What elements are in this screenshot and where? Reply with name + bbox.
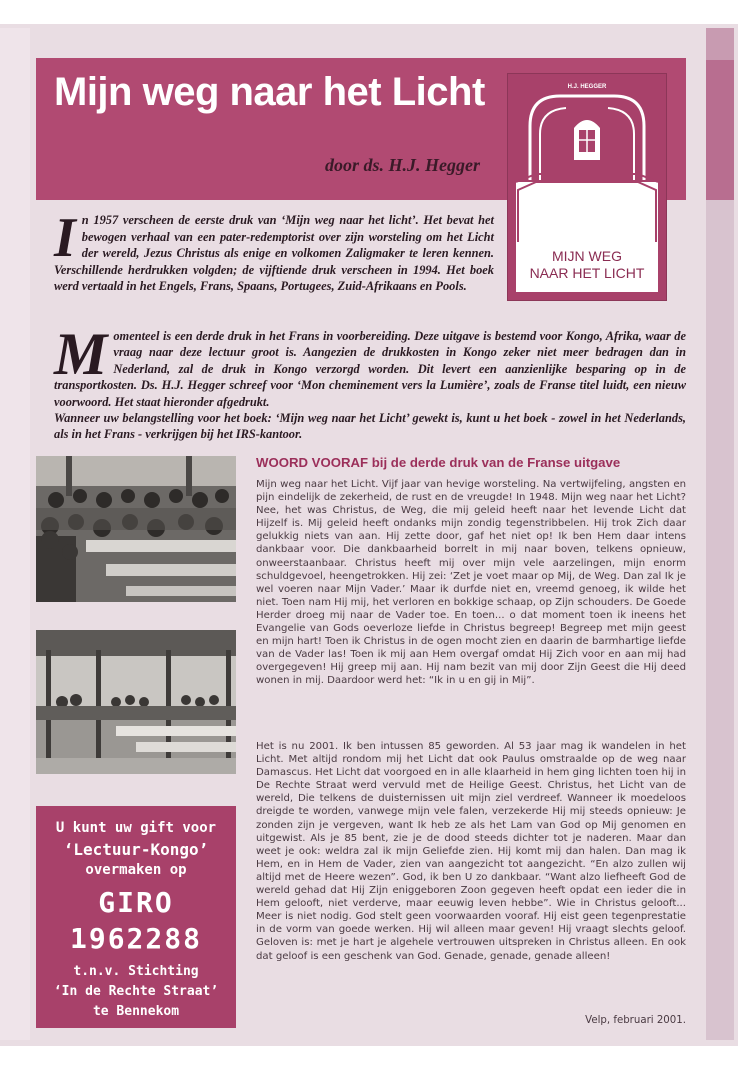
left-margin	[0, 28, 30, 1040]
gift-giro-label: GIRO	[98, 886, 174, 919]
article-paragraph-2: Het is nu 2001. Ik ben intussen 85 geworden. Al 53 jaar mag ik wandelen in het Licht. Met altijd rondom mij het Licht dat ook Paulus omstraalde op de weg naar Damascus. Het Licht dat voorgoed en in alle klaarheid in hem ging lichten toen hij in De Rechte Straat werd vervuld met de Heilige Geest. Christus, het Licht van de wereld, Die telkens de duisternissen uit mijn ziel verdreef. Wanneer ik moedeloos dreigde te worden, vanwege mijn vele falen, verzekerde Hij mij steeds opnieuw: Je zonden zijn je vergeven, want Ik heb ze als het Lam van God op Mij genomen en uitgewist. Als je 85 bent, zie je de dood steeds dichter tot je naderen. Maar dan weet je ook: weldra zal ik mijn Geliefde zien. Hij komt mij dan halen. Dan mag ik Hem, en in Hem de Vader, zien van aangezicht tot aangezicht. “En alzo zullen wij altijd met de Heere wezen”. God, ik ben U zo dankbaar. “Want alzo liefheeft God de wereld gehad dat Hij Zijn eniggeboren Zoon gegeven heeft opdat een ieder die in Hem gelooft, niet verderve, maar eeuwig leven hebbe”. Wie in Christus gelooft... Meer is niet nodig. God stelt geen voorwaarden vooraf. Hij eist geen tegenprestatie in de vorm van goede werken. Hij wil alleen maar geven! Hij vraagt slechts geloof. Geloven is: met je hart je algehele vertrouwen uitspreken in Christus alleen. En ook dat geloof is een geschenk van God. Genade, genade, genade alleen!	[256, 741, 686, 962]
book-cover-title-line2: NAAR HET LICHT	[529, 265, 645, 281]
gift-line-7: ‘In de Rechte Straat’	[53, 984, 219, 999]
gift-line-3: overmaken op	[85, 862, 187, 878]
gift-line-2: ‘Lectuur-Kongo’	[63, 840, 209, 859]
author-byline: door ds. H.J. Hegger	[325, 155, 480, 175]
gift-line-1: U kunt uw gift voor	[55, 820, 217, 836]
book-cover-author: H.J. HEGGER	[567, 84, 607, 90]
dropcap-1: I	[54, 207, 76, 269]
gift-line-8: te Bennekom	[92, 1004, 180, 1019]
photo-congregation-2	[36, 630, 236, 774]
dropcap-2: M	[54, 321, 108, 387]
gift-giro-number: 1962288	[69, 922, 202, 955]
photo-congregation-1-image	[36, 456, 236, 602]
intro-text-3: Wanneer uw belangstelling voor het boek: ‘Mijn weg naar het Licht’ gewekt is, kunt u het boek - zowel in het Nederlands, als in het Frans - verkrijgen bij het IRS-kantoor.	[54, 411, 686, 442]
book-cover-title	[516, 248, 658, 282]
intro-paragraph-2	[54, 321, 686, 443]
arch-illustration	[516, 82, 658, 242]
book-cover-title-line1: MIJN WEG	[552, 248, 622, 264]
signoff: Velp, februari 2001.	[585, 1015, 686, 1026]
photo-congregation-2-image	[36, 630, 236, 774]
book-cover	[508, 74, 666, 300]
right-margin-strip-accent	[706, 60, 734, 200]
intro-paragraph-1	[54, 207, 494, 295]
gift-box	[36, 806, 236, 1028]
page-title: Mijn weg naar het Licht	[54, 70, 485, 114]
intro-text-2: omenteel is een derde druk in het Frans in voorbereiding. Deze uitgave is bestemd voor Kongo, Afrika, waar de vraag naar deze lectuur groot is. Aangezien de drukkosten in Kongo zeker niet meer bedragen dan in Nederland, zal de druk in Kongo verzorgd worden. Dit levert een aanzienlijke besparing op in de transportkosten. Ds. H.J. Hegger schreef voor ‘Mon cheminement vers la Lumière’, zoals de Franse titel luidt, een nieuw voorwoord. Het staat hieronder afgedrukt.	[54, 329, 686, 409]
photo-congregation-1	[36, 456, 236, 602]
book-cover-inner	[516, 82, 658, 292]
section-heading: WOORD VOORAF bij de derde druk van de Franse uitgave	[256, 455, 621, 470]
article-paragraph-1: Mijn weg naar het Licht. Vijf jaar van hevige worsteling. Na vertwijfeling, angsten en pijn eindelijk de zekerheid, de rust en de vreugde! In 1948. Mijn weg naar het Licht? Nee, het was Christus, de Weg, die mij geleid heeft naar het levende Licht dat Hijzelf is. Mij geleid heeft ondanks mijn zondig tegenstribbelen. Hij trok Zich daar gelukkig niets van aan. Hij zette door, gaf het niet op! Ik ben Hem daar intens dankbaar voor. Die dankbaarheid borrelt in mij naar boven, telkens opnieuw, onweerstaanbaar. Christus heeft mij over mijn vele aarzelingen, mijn enorm schuldgevoel, heengetrokken. Hij zei: ‘Zet je voet maar op Mij, de Weg. Dan zal Ik je wel voeren naar Mijn Vader.’ Maar ik durfde niet en, vreemd genoeg, ik wilde het niet. Toen nam Hij mij, het verloren en bokkige schaap, op Zijn schouders. De Goede Herder droeg mij naar de Vader toe. En toen... o dat moment toen ik ineens het Evangelie van Gods oeverloze liefde in Christus begreep! Begreep met mijn geest en mijn hart! Toen ik Christus in de ogen mocht zien en daarin de barmhartige liefde van de Vader las! Toen ik mij aan Hem overgaf omdat Hij Zich voor en aan mij had overgegeven! Hij greep mij aan. Hij nam bezit van mij door Zijn Geest die Hij deed wonen in mij. Daardoor werd het: “Ik in u en gij in Mij”.	[256, 479, 686, 687]
right-margin-strip-top	[706, 28, 734, 60]
gift-line-6: t.n.v. Stichting	[73, 964, 199, 979]
intro-text-1: n 1957 verscheen de eerste druk van ‘Mijn weg naar het licht’. Het bevat het bewogen verhaal van een pater-redemptorist over zijn worsteling om het Licht der wereld, Jezus Christus als enige en volkomen Zaligmaker te leren kennen. Verschillende herdrukken volgden; de vijftiende druk verscheen in 1994. Het boek werd vertaald in het Engels, Frans, Spaans, Portugees, Zuid-Afrikaans en Pools.	[54, 213, 494, 294]
